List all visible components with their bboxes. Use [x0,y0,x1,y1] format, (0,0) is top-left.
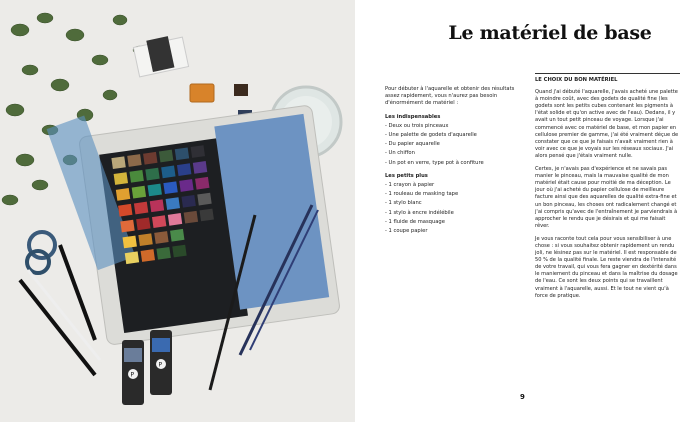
petits-plus-list [385,182,525,235]
list-item: - 1 stylo à encre indélébile [385,209,454,216]
indispensables-list [385,123,525,167]
tube-label-1: P [130,371,135,379]
list-item: - Deux ou trois pinceaux [385,122,449,129]
text-page [355,0,700,422]
intro-text: Pour débuter à l'aquarelle et obtenir des résultats assez rapidement, vous n'aurez pas besoin d'énormément de matériel : [385,86,515,107]
watercolor-palette [47,105,341,346]
tube-label-2: P [158,361,163,369]
paragraph-2: Certes, je n'avais pas d'expérience et ne savais pas manier le pinceau, mais la mauvaise qualité de mon matériel était cause pour moitié de ma déception. Le jour où j'ai acheté du papier cellulose de meilleure facture ainsi que des aquarelles de qualité extra-fine et un bon pinceau, les choses ont radicalement changé et j'ai compris qu'avec de l'entraînement je parviendrais à approcher le rendu que je désirais et qui me faisait rêver. [535,166,678,229]
list-item: - Une palette de godets d'aquarelle [385,132,477,139]
page-title: Le matériel de base [448,22,652,44]
indispensables-heading: Les indispensables [385,113,441,120]
list-item: - 1 coupe papier [385,228,428,235]
paragraph-3: Je vous raconte tout cela pour vous sensibiliser à une chose : si vous souhaitez obtenir rapidement un rendu joli, ne lésinez pas sur le matériel. Il est responsable de 50 % de la qualité finale. Le reste viendra de l'intensité de votre travail, qui vous fera gagner en dextérité dans le maniement du pinceau et dans la maîtrise du dosage de l'eau. Ce sont les deux points qui se travaillent vraiment à l'aquarelle, aussi. Et le tout ne vient qu'à force de pratique. [535,235,678,299]
list-item: - 1 fluide de masquage [385,218,445,225]
left-column [385,86,525,237]
page-number: 9 [520,393,525,401]
paragraph-1: Quand j'ai débuté l'aquarelle, j'avais acheté une palette à moindre coût, avec des godets de qualité fine (les godets sont les petits cubes contenant les pigments à l'état solide et qu'on active avec de l'eau). Dedans, il y avait un tout petit pinceau de voyage. Lorsque j'ai commencé avec ce matériel de base, et mon papier en cellulose premier de gamme, j'ai été vraiment déçue de constater que ce que je faisais n'avait vraiment rien à voir avec ce que je voyais sur les réseaux sociaux. J'ai alors pensé que j'étais vraiment nulle. [535,89,679,159]
list-item: - 1 stylo blanc [385,200,422,207]
list-item: - 1 rouleau de masking tape [385,191,459,198]
list-item: - Du papier aquarelle [385,141,440,148]
section-heading: LE CHOIX DU BON MATÉRIEL [535,77,618,83]
list-item: - 1 crayon à papier [385,182,435,189]
list-item: - Un chiffon [385,150,415,157]
pen-black [20,280,95,375]
right-column [535,73,680,306]
petits-plus-heading: Les petits plus [385,172,428,179]
list-item: - Un pot en verre, type pot à confiture [385,159,484,166]
